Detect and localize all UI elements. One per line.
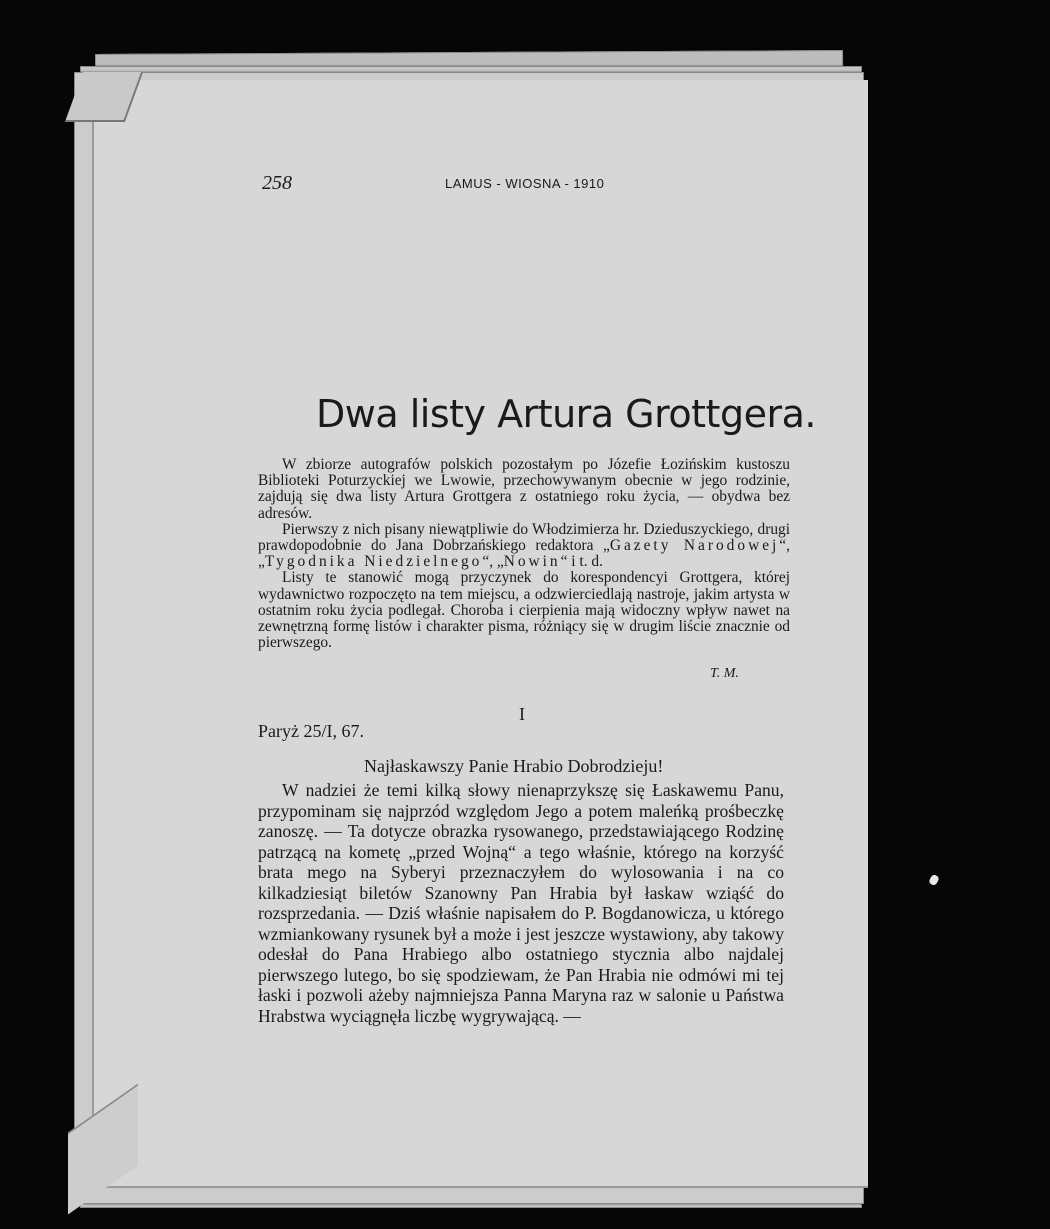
letter-body [258, 780, 784, 1026]
scan-speck [928, 874, 940, 887]
intro-text: Pierwszy z nich pisany niewątpliwie do Włodzimierza hr. Dzieduszyckiego, drugi prawdopodobnie do Jana Dobrzańskiego redaktora „ [258, 520, 790, 555]
letter-salutation: Najłaskawszy Panie Hrabio Dobrodzieju! [364, 756, 664, 776]
intro-text: “ i t. d. [560, 553, 603, 571]
intro-separator: “, „ [482, 553, 504, 571]
letter-paragraph: W nadziei że temi kilką słowy nienaprzykszę się Łaskawemu Panu, przypominam się najprzód względom Jego a potem maleńką prośbeczkę zanoszę. — Ta dotycze obrazka rysowanego, przedstawiającego Rodzinę patrzącą na kometę „przed Wojną“ a tego właśnie, którego na korzyść brata mego na Syberyi przeznaczyłem do wylosowania i na co kilkadziesiąt biletów Szanowny Pan Hrabia był łaskaw wziąść do rozsprzedania. — Dziś właśnie napisałem do P. Bogdanowicza, u którego wzmiankowany rysunek był a może i jest jeszcze wystawiony, aby takowy odesłał do Pana Hrabiego albo ostatniego stycznia albo najdalej pierwszego lutego, bo się spodziewam, że Pan Hrabia nie odmówi mi tej łaski i pozwoli ażeby najmniejsza Panna Maryna raz w salonie u Państwa Hrabstwa wyciągnęła liczbę wygrywającą. — [258, 780, 784, 1026]
letter-numeral: I [519, 704, 525, 724]
journal-name-tygodnik: Tygodnika Niedzielnego [264, 553, 483, 571]
journal-name-gazeta: Gazety Narodowej [609, 537, 780, 555]
intro-paragraph: W zbiorze autografów polskich pozostałym po Józefie Łozińskim kustoszu Biblioteki Poturzyckiej we Lwowie, przechowywanym obecnie w jego rodzinie, zajdują się dwa listy Artura Grottgera z ostatniego roku życia, — obydwa bez adresów. [258, 456, 790, 522]
intro-paragraph: Listy te stanowić mogą przyczynek do korespondencyi Grottgera, której wydawnictwo rozpoczęto na tem miejscu, a odzwierciedlają nastroje, jakim artysta w ostatnim roku życia podlegał. Choroba i cierpienia mają widoczny wpływ nawet na zewnętrzną formę listów i charakter pisma, różniący się w drugim liście znacznie od pierwszego. [258, 569, 790, 652]
article-intro [258, 457, 790, 651]
author-initials: T. M. [710, 666, 739, 681]
intro-paragraph [258, 522, 790, 571]
letter-place-date: Paryż 25/I, 67. [258, 721, 364, 741]
article-title: Dwa listy Artura Grottgera. [316, 392, 816, 436]
journal-name-nowin: Nowin [503, 553, 561, 571]
running-head: LAMUS - WIOSNA - 1910 [445, 176, 605, 191]
page-number: 258 [262, 172, 292, 194]
intro-separator: “, „ [258, 537, 790, 571]
